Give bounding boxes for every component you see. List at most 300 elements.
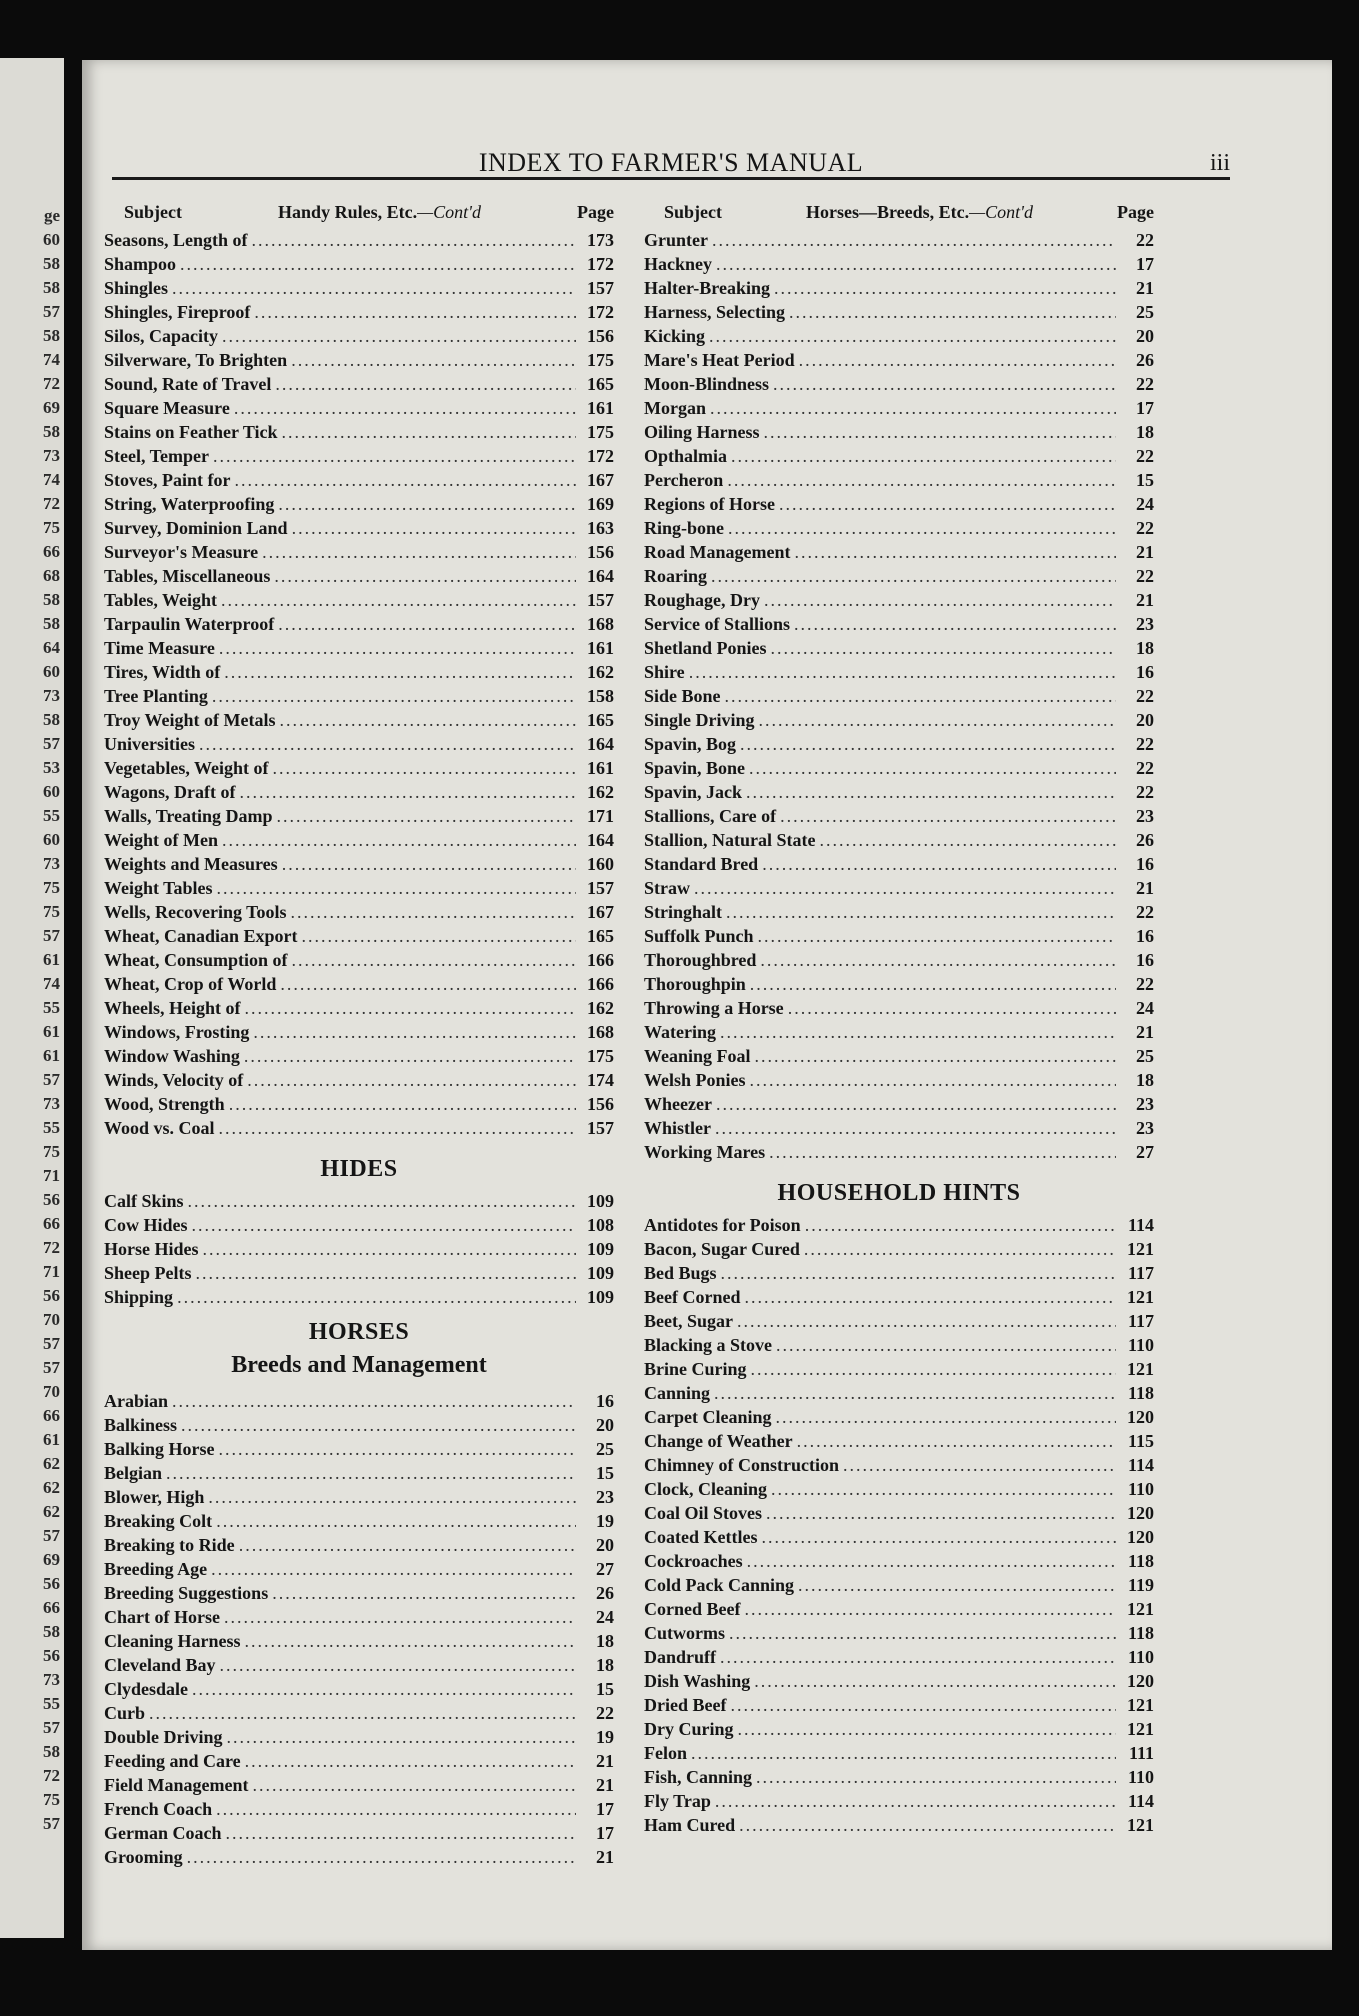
entry-page: 164 bbox=[587, 734, 614, 754]
entry-subject: Balkiness bbox=[104, 1415, 178, 1435]
entry-subject: Winds, Velocity of bbox=[104, 1070, 244, 1090]
entry-page: 120 bbox=[1127, 1407, 1154, 1427]
entry-page: 16 bbox=[1136, 854, 1154, 874]
entry-page: 111 bbox=[1128, 1743, 1154, 1763]
index-entry bbox=[104, 1725, 614, 1749]
index-entry bbox=[104, 852, 614, 876]
page-heading: Page bbox=[1117, 202, 1154, 222]
leader-dots bbox=[229, 1092, 576, 1116]
index-page bbox=[82, 60, 1332, 1950]
index-entry bbox=[644, 1116, 1154, 1140]
index-entry bbox=[644, 444, 1154, 468]
entry-subject: Stains on Feather Tick bbox=[104, 422, 278, 442]
entry-page: 164 bbox=[587, 830, 614, 850]
prev-page-number: 57 bbox=[43, 302, 60, 321]
leader-dots bbox=[166, 1461, 576, 1485]
entry-page: 24 bbox=[596, 1607, 614, 1627]
index-entry bbox=[644, 1309, 1154, 1333]
entry-subject: Road Management bbox=[644, 542, 791, 562]
entry-page: 120 bbox=[1127, 1527, 1154, 1547]
index-entry bbox=[104, 996, 614, 1020]
prev-page-number: 53 bbox=[43, 758, 60, 777]
right-column bbox=[644, 202, 1154, 1837]
page-heading: Page bbox=[577, 202, 614, 222]
entry-page: 156 bbox=[587, 326, 614, 346]
prev-page-number: 75 bbox=[43, 1142, 60, 1161]
leader-dots bbox=[199, 732, 576, 756]
leader-dots bbox=[244, 1044, 576, 1068]
index-entry bbox=[644, 1597, 1154, 1621]
entry-page: 114 bbox=[1127, 1791, 1154, 1811]
entry-page: 175 bbox=[587, 422, 614, 442]
entry-subject: Clydesdale bbox=[104, 1679, 189, 1699]
entry-page: 22 bbox=[1136, 518, 1154, 538]
entry-page: 121 bbox=[1127, 1719, 1154, 1739]
leader-dots bbox=[788, 996, 1116, 1020]
entry-page: 163 bbox=[587, 518, 614, 538]
index-entry bbox=[644, 588, 1154, 612]
prev-page-number: 75 bbox=[43, 902, 60, 921]
prev-page-number: 55 bbox=[43, 1694, 60, 1713]
entry-page: 20 bbox=[1136, 326, 1154, 346]
entry-subject: Stallions, Care of bbox=[644, 806, 777, 826]
leader-dots bbox=[725, 684, 1116, 708]
index-entry bbox=[104, 900, 614, 924]
entry-page: 119 bbox=[1127, 1575, 1154, 1595]
leader-dots bbox=[212, 684, 576, 708]
entry-page: 21 bbox=[1136, 1022, 1154, 1042]
entry-subject: Survey, Dominion Land bbox=[104, 518, 288, 538]
index-entry bbox=[104, 540, 614, 564]
entry-subject: Square Measure bbox=[104, 398, 230, 418]
index-entry bbox=[104, 1797, 614, 1821]
leader-dots bbox=[727, 468, 1116, 492]
leader-dots bbox=[744, 1285, 1116, 1309]
entry-subject: Seasons, Length of bbox=[104, 230, 248, 250]
entry-page: 114 bbox=[1127, 1215, 1154, 1235]
leader-dots bbox=[196, 1261, 577, 1285]
index-entry bbox=[644, 780, 1154, 804]
entry-page: 172 bbox=[587, 446, 614, 466]
index-entry bbox=[644, 612, 1154, 636]
leader-dots bbox=[225, 1821, 576, 1845]
index-entry bbox=[644, 1693, 1154, 1717]
entry-subject: Arabian bbox=[104, 1391, 169, 1411]
index-entry bbox=[104, 228, 614, 252]
entry-page: 121 bbox=[1127, 1695, 1154, 1715]
entry-subject: Wood vs. Coal bbox=[104, 1118, 215, 1138]
entry-subject: Morgan bbox=[644, 398, 706, 418]
index-entry bbox=[104, 420, 614, 444]
entry-page: 173 bbox=[587, 230, 614, 250]
index-entry bbox=[104, 300, 614, 324]
entry-page: 121 bbox=[1127, 1815, 1154, 1835]
prev-page-number: 68 bbox=[43, 566, 60, 585]
prev-page-number: 70 bbox=[43, 1310, 60, 1329]
index-entry bbox=[104, 396, 614, 420]
index-entry bbox=[104, 1389, 614, 1413]
leader-dots bbox=[192, 1677, 576, 1701]
prev-page-number: 58 bbox=[43, 278, 60, 297]
index-entry bbox=[104, 1413, 614, 1437]
index-entry bbox=[644, 1429, 1154, 1453]
index-entry bbox=[644, 372, 1154, 396]
index-entry bbox=[104, 1581, 614, 1605]
index-entry bbox=[104, 1237, 614, 1261]
entry-page: 175 bbox=[587, 1046, 614, 1066]
index-entry bbox=[104, 1653, 614, 1677]
entry-subject: Single Driving bbox=[644, 710, 755, 730]
index-entry bbox=[104, 1773, 614, 1797]
entry-page: 23 bbox=[1136, 614, 1154, 634]
prev-page-number: 57 bbox=[43, 1526, 60, 1545]
entry-page: 20 bbox=[596, 1535, 614, 1555]
leader-dots bbox=[291, 348, 576, 372]
entry-page: 117 bbox=[1127, 1263, 1154, 1283]
index-entry bbox=[104, 324, 614, 348]
leader-dots bbox=[776, 1333, 1116, 1357]
leader-dots bbox=[172, 276, 576, 300]
index-entry bbox=[104, 780, 614, 804]
index-entry bbox=[644, 1741, 1154, 1765]
entry-page: 18 bbox=[1136, 1070, 1154, 1090]
leader-dots bbox=[272, 1581, 576, 1605]
leader-dots bbox=[172, 1389, 576, 1413]
prev-page-number: 58 bbox=[43, 1742, 60, 1761]
index-entry bbox=[644, 228, 1154, 252]
index-entry bbox=[104, 708, 614, 732]
entry-subject: Breeding Age bbox=[104, 1559, 208, 1579]
entry-page: 115 bbox=[1127, 1431, 1154, 1451]
entry-page: 157 bbox=[587, 1118, 614, 1138]
leader-dots bbox=[187, 1845, 576, 1869]
entry-page: 162 bbox=[587, 662, 614, 682]
entry-page: 110 bbox=[1127, 1767, 1154, 1787]
index-entry bbox=[104, 1533, 614, 1557]
entry-page: 118 bbox=[1127, 1383, 1154, 1403]
entry-subject: Welsh Ponies bbox=[644, 1070, 746, 1090]
leader-dots bbox=[728, 516, 1116, 540]
entry-page: 109 bbox=[587, 1263, 614, 1283]
index-entry bbox=[644, 924, 1154, 948]
index-entry bbox=[104, 444, 614, 468]
entry-subject: Bed Bugs bbox=[644, 1263, 717, 1283]
prev-page-number: 73 bbox=[43, 686, 60, 705]
entry-subject: Belgian bbox=[104, 1463, 163, 1483]
prev-page-number: 74 bbox=[43, 350, 60, 369]
previous-page-edge bbox=[0, 58, 64, 1938]
prev-page-number: 72 bbox=[43, 1766, 60, 1785]
leader-dots bbox=[302, 924, 576, 948]
leader-dots bbox=[731, 444, 1116, 468]
entry-subject: Kicking bbox=[644, 326, 706, 346]
entry-subject: Thoroughbred bbox=[644, 950, 757, 970]
leader-dots bbox=[721, 1261, 1116, 1285]
index-entry bbox=[104, 1821, 614, 1845]
leader-dots bbox=[213, 444, 576, 468]
prev-page-number: 58 bbox=[43, 710, 60, 729]
prev-page-number: 57 bbox=[43, 1070, 60, 1089]
index-entry bbox=[644, 804, 1154, 828]
index-entry bbox=[644, 660, 1154, 684]
entry-subject: Shampoo bbox=[104, 254, 177, 274]
prev-page-number: 60 bbox=[43, 782, 60, 801]
leader-dots bbox=[750, 972, 1116, 996]
leader-dots bbox=[820, 828, 1116, 852]
entry-page: 27 bbox=[1136, 1142, 1154, 1162]
entry-page: 25 bbox=[1136, 302, 1154, 322]
prev-page-number: 58 bbox=[43, 590, 60, 609]
index-entry bbox=[644, 1092, 1154, 1116]
entry-page: 27 bbox=[596, 1559, 614, 1579]
index-entry bbox=[644, 540, 1154, 564]
leader-dots bbox=[222, 828, 576, 852]
index-entry bbox=[644, 972, 1154, 996]
index-entry bbox=[104, 468, 614, 492]
entry-subject: Ham Cured bbox=[644, 1815, 736, 1835]
entry-page: 161 bbox=[587, 638, 614, 658]
entry-subject: Change of Weather bbox=[644, 1431, 793, 1451]
prev-page-number: 74 bbox=[43, 974, 60, 993]
entry-subject: Felon bbox=[644, 1743, 687, 1763]
entry-subject: Carpet Cleaning bbox=[644, 1407, 772, 1427]
header-rule bbox=[112, 177, 1230, 180]
index-entry bbox=[644, 1621, 1154, 1645]
index-entry bbox=[644, 1525, 1154, 1549]
entry-subject: Cleveland Bay bbox=[104, 1655, 216, 1675]
index-entry bbox=[644, 252, 1154, 276]
index-entry bbox=[104, 492, 614, 516]
leader-dots bbox=[709, 324, 1116, 348]
index-entry bbox=[644, 900, 1154, 924]
leader-dots bbox=[188, 1189, 576, 1213]
leader-dots bbox=[216, 1509, 576, 1533]
entry-subject: Tarpaulin Waterproof bbox=[104, 614, 275, 634]
entry-subject: German Coach bbox=[104, 1823, 222, 1843]
index-entry bbox=[104, 684, 614, 708]
index-entry bbox=[104, 564, 614, 588]
entry-subject: Stallion, Natural State bbox=[644, 830, 816, 850]
entry-subject: Service of Stallions bbox=[644, 614, 790, 634]
leader-dots bbox=[720, 1645, 1116, 1669]
index-entry bbox=[644, 996, 1154, 1020]
index-entry bbox=[104, 1605, 614, 1629]
leader-dots bbox=[262, 540, 576, 564]
entry-page: 121 bbox=[1127, 1359, 1154, 1379]
leader-dots bbox=[278, 492, 576, 516]
leader-dots bbox=[715, 1789, 1116, 1813]
entry-subject: Double Driving bbox=[104, 1727, 223, 1747]
index-entry bbox=[104, 1437, 614, 1461]
entry-subject: Mare's Heat Period bbox=[644, 350, 795, 370]
entry-subject: Beef Corned bbox=[644, 1287, 741, 1307]
leader-dots bbox=[217, 876, 576, 900]
leader-dots bbox=[726, 900, 1116, 924]
entry-subject: Blower, High bbox=[104, 1487, 205, 1507]
entry-page: 22 bbox=[1136, 446, 1154, 466]
leader-dots bbox=[805, 1213, 1116, 1237]
leader-dots bbox=[282, 420, 576, 444]
index-entry bbox=[644, 1261, 1154, 1285]
prev-page-number: 58 bbox=[43, 614, 60, 633]
leader-dots bbox=[714, 1381, 1116, 1405]
leader-dots bbox=[715, 1116, 1116, 1140]
leader-dots bbox=[219, 636, 576, 660]
entry-page: 167 bbox=[587, 470, 614, 490]
leader-dots bbox=[253, 1020, 576, 1044]
entry-page: 18 bbox=[1136, 422, 1154, 442]
entry-subject: Tables, Weight bbox=[104, 590, 218, 610]
entry-subject: Horse Hides bbox=[104, 1239, 199, 1259]
column-header bbox=[124, 202, 614, 228]
entry-page: 20 bbox=[1136, 710, 1154, 730]
entry-subject: Suffolk Punch bbox=[644, 926, 754, 946]
entry-subject: Watering bbox=[644, 1022, 716, 1042]
index-entry bbox=[644, 300, 1154, 324]
entry-page: 158 bbox=[587, 686, 614, 706]
entry-subject: Breaking to Ride bbox=[104, 1535, 235, 1555]
prev-page-number: 73 bbox=[43, 446, 60, 465]
entry-page: 171 bbox=[587, 806, 614, 826]
index-entry bbox=[644, 1357, 1154, 1381]
section-heading: Horses—Breeds, Etc.—Cont'd bbox=[805, 202, 1034, 222]
prev-page-number: 69 bbox=[43, 1550, 60, 1569]
entry-subject: Opthalmia bbox=[644, 446, 728, 466]
entry-page: 26 bbox=[1136, 350, 1154, 370]
index-entry bbox=[644, 564, 1154, 588]
entry-subject: Curb bbox=[104, 1703, 146, 1723]
prev-page-number: 55 bbox=[43, 998, 60, 1017]
index-entry bbox=[644, 1405, 1154, 1429]
entry-subject: Shingles bbox=[104, 278, 169, 298]
entry-page: 16 bbox=[1136, 950, 1154, 970]
entry-subject: Universities bbox=[104, 734, 195, 754]
leader-dots bbox=[252, 1773, 576, 1797]
entry-page: 22 bbox=[1136, 686, 1154, 706]
column-header bbox=[664, 202, 1154, 228]
entry-page: 21 bbox=[1136, 878, 1154, 898]
prev-page-number: 66 bbox=[43, 1406, 60, 1425]
entry-subject: Silverware, To Brighten bbox=[104, 350, 288, 370]
entry-subject: Wagons, Draft of bbox=[104, 782, 236, 802]
entry-subject: Working Mares bbox=[644, 1142, 766, 1162]
leader-dots bbox=[280, 972, 576, 996]
index-entry bbox=[104, 1068, 614, 1092]
prev-page-number: 66 bbox=[43, 1598, 60, 1617]
leader-dots bbox=[780, 804, 1116, 828]
entry-subject: Windows, Frosting bbox=[104, 1022, 250, 1042]
leader-dots bbox=[789, 300, 1116, 324]
entry-page: 109 bbox=[587, 1239, 614, 1259]
prev-page-number: ge bbox=[43, 206, 60, 225]
section-heading: Handy Rules, Etc.—Cont'd bbox=[278, 202, 481, 222]
index-entry bbox=[644, 1237, 1154, 1261]
leader-dots bbox=[755, 1044, 1116, 1068]
index-entry bbox=[644, 1573, 1154, 1597]
entry-subject: Coated Kettles bbox=[644, 1527, 758, 1547]
index-entry bbox=[644, 636, 1154, 660]
entry-page: 161 bbox=[587, 758, 614, 778]
leader-dots bbox=[776, 1405, 1117, 1429]
index-entry bbox=[644, 276, 1154, 300]
entry-subject: Ring-bone bbox=[644, 518, 725, 538]
leader-dots bbox=[716, 252, 1116, 276]
entry-page: 18 bbox=[596, 1655, 614, 1675]
leader-dots bbox=[247, 1068, 576, 1092]
hides-list bbox=[104, 1189, 614, 1309]
index-entry bbox=[644, 1477, 1154, 1501]
leader-dots bbox=[274, 564, 576, 588]
leader-dots bbox=[245, 1749, 576, 1773]
entry-subject: Wheat, Crop of World bbox=[104, 974, 277, 994]
leader-dots bbox=[769, 1140, 1116, 1164]
entry-subject: Brine Curing bbox=[644, 1359, 747, 1379]
entry-subject: Stringhalt bbox=[644, 902, 723, 922]
prev-page-number: 58 bbox=[43, 1622, 60, 1641]
entry-subject: Walls, Treating Damp bbox=[104, 806, 273, 826]
leader-dots bbox=[219, 1437, 576, 1461]
entry-page: 26 bbox=[1136, 830, 1154, 850]
index-entry bbox=[104, 1461, 614, 1485]
entry-page: 23 bbox=[1136, 1118, 1154, 1138]
entry-page: 16 bbox=[1136, 926, 1154, 946]
leader-dots bbox=[762, 852, 1116, 876]
prev-page-number: 57 bbox=[43, 1334, 60, 1353]
entry-page: 16 bbox=[596, 1391, 614, 1411]
entry-page: 23 bbox=[1136, 1094, 1154, 1114]
entry-subject: Oiling Harness bbox=[644, 422, 760, 442]
entry-subject: Antidotes for Poison bbox=[644, 1215, 801, 1235]
index-entry bbox=[644, 324, 1154, 348]
prev-page-number: 61 bbox=[43, 950, 60, 969]
leader-dots bbox=[737, 1309, 1116, 1333]
prev-page-number: 75 bbox=[43, 878, 60, 897]
prev-page-number: 75 bbox=[43, 1790, 60, 1809]
leader-dots bbox=[239, 1533, 576, 1557]
entry-page: 22 bbox=[1136, 758, 1154, 778]
entry-page: 167 bbox=[587, 902, 614, 922]
entry-subject: Tree Planting bbox=[104, 686, 208, 706]
entry-page: 121 bbox=[1127, 1287, 1154, 1307]
entry-page: 23 bbox=[596, 1487, 614, 1507]
entry-subject: Time Measure bbox=[104, 638, 215, 658]
leader-dots bbox=[278, 612, 576, 636]
index-entry bbox=[644, 1140, 1154, 1164]
index-entry bbox=[104, 948, 614, 972]
entry-subject: Wheezer bbox=[644, 1094, 712, 1114]
entry-page: 110 bbox=[1127, 1647, 1154, 1667]
leader-dots bbox=[764, 588, 1116, 612]
index-entry bbox=[104, 1557, 614, 1581]
entry-subject: Cold Pack Canning bbox=[644, 1575, 795, 1595]
entry-subject: Clock, Cleaning bbox=[644, 1479, 768, 1499]
leader-dots bbox=[795, 540, 1117, 564]
prev-page-number: 75 bbox=[43, 518, 60, 537]
prev-page-number: 62 bbox=[43, 1502, 60, 1521]
entry-page: 24 bbox=[1136, 494, 1154, 514]
entry-subject: Beet, Sugar bbox=[644, 1311, 733, 1331]
entry-subject: Regions of Horse bbox=[644, 494, 775, 514]
leader-dots bbox=[710, 396, 1116, 420]
prev-page-number: 57 bbox=[43, 926, 60, 945]
entry-subject: Halter-Breaking bbox=[644, 278, 770, 298]
entry-page: 21 bbox=[596, 1775, 614, 1795]
entry-subject: Roughage, Dry bbox=[644, 590, 760, 610]
leader-dots bbox=[292, 948, 576, 972]
index-entry bbox=[644, 348, 1154, 372]
entry-subject: Weights and Measures bbox=[104, 854, 278, 874]
leader-dots bbox=[221, 588, 576, 612]
